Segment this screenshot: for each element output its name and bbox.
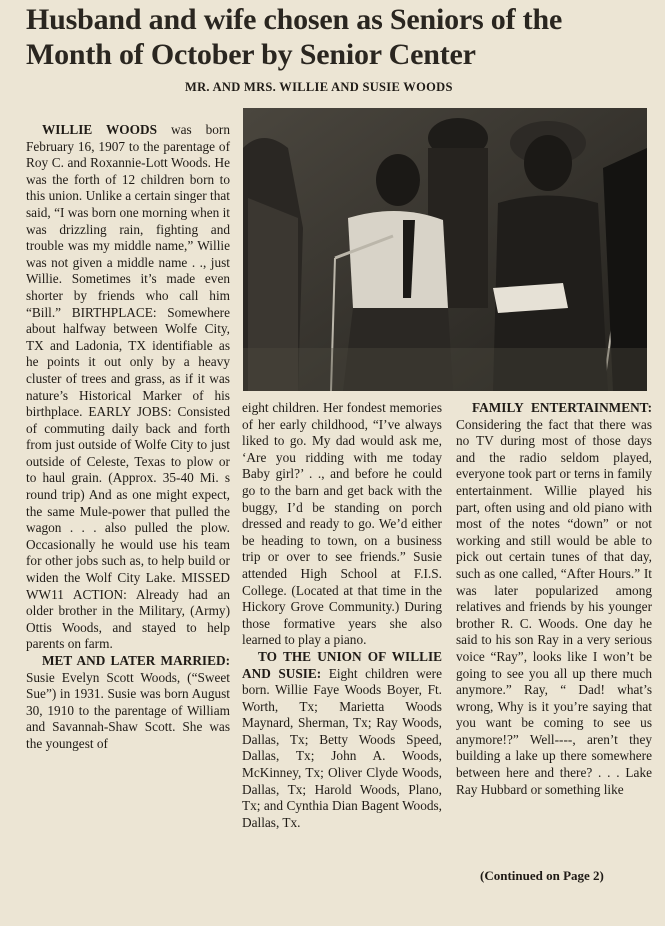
paragraph — [242, 400, 442, 649]
couple-photo — [243, 108, 647, 391]
subhead: TO THE UNION OF WILLIE AND SUSIE: — [242, 648, 442, 681]
paragraph-text: Eight children were born. Willie Faye Woods Boyer, Ft. Worth, Tx; Marietta Woods Maynard, Sherman, Tx; Ray Woods, Dallas, Tx; Betty Woods Speed, Dallas, Tx; John A. Woods, McKinney, Tx; Oliver Clyde Woods, Dallas, Tx; Harold Woods, Plano, Tx; and Cynthia Dian Bagent Woods, Dallas, Tx. — [242, 665, 442, 830]
paragraph-text: eight children. Her fondest memories of her early childhood, “I’ve always liked to go. My dad would ask me, ‘Are you ridding with me today Baby girl?’ . ., and before he could go to the barn and get back with the buggy, I’d be standing on porch dressed and ready to go. We’d either be heading to town, on a business trip or over to see friends.” Susie attended High School at F.I.S. College. (Located at that time in the Hickory Grove Community.) During those formative years she also learned to play a piano. — [242, 400, 442, 648]
paragraph — [242, 649, 442, 832]
paragraph-text: Susie Evelyn Scott Woods, (“Sweet Sue”) in 1931. Susie was born August 30, 1910 to the parentage of William and Savannah-Shaw Scott. She was the youngest of — [26, 669, 230, 751]
headline — [26, 2, 651, 72]
paragraph — [26, 653, 230, 753]
article-column-1 — [26, 122, 230, 753]
headline-line-2: Month of October by Senior Center — [26, 38, 476, 71]
headline-line-1: Husband and wife chosen as Seniors of the — [26, 3, 563, 36]
paragraph — [26, 122, 230, 653]
continued-note: (Continued on Page 2) — [480, 868, 604, 883]
paragraph — [456, 400, 652, 798]
article-column-2 — [242, 400, 442, 831]
article-column-3 — [456, 400, 652, 798]
byline: MR. AND MRS. WILLIE AND SUSIE WOODS — [185, 80, 453, 94]
paragraph-text: was born February 16, 1907 to the parentage of Roy C. and Roxannie-Lott Woods. He was the forth of 12 children born to this union. Unlike a certain singer that said, “I was born one morning when it was drizzling rain, fighting and trouble was my middle name,” Willie was not given a middle name . ., just Willie. Sometimes it’s made even shorter by friends who call him “Bill.” BIRTHPLACE: Somewhere about halfway between Wolfe City, TX and Ladonia, TX identifiable as he points it out only by a heavy cluster of trees and grass, as if it was nature’s Historical Marker of his birthplace. EARLY JOBS: Consisted of commuting daily back and forth from just outside of Wolfe City to just outside of Celeste, Texas to plow or to haul grain. (Approx. 35-40 Mi. s round trip) And as one might expect, the same Mule-power that pulled the wagon . . . also pulled the plow. Occasionally he would use his team for other jobs such as, to help build or widen the Wolf City Lake. MISSED WW11 ACTION: Already had an older brother in the Military, (Army) Ottis Woods, and stayed to help parents on farm. — [26, 122, 230, 652]
subhead: MET AND LATER MARRIED: — [42, 653, 230, 668]
subhead: WILLIE WOODS — [42, 122, 157, 137]
paragraph-text: Considering the fact that there was no TV during most of those days and the radio seldom played, everyone took part or terns in family entertainment. Willie played his part, often using and old piano with most of the notes “down” or not working and still would be able to pick out certain tunes of that day, such as one called, “After Hours.” It was later popularized among relatives and friends by his younger brother R. C. Woods. One day he said to his son Ray in a very serious voice “Ray”, looks like I won’t be going to see you all up there much anymore.” Ray, “ Dad! what’s wrong, Why is it you’re saying that you want be coming to see us anymore!?” Well----, aren’t they building a lake up there somewhere between here and there? . . . Lake Ray Hubbard or something like — [456, 416, 652, 797]
subhead: FAMILY ENTERTAINMENT: — [472, 400, 652, 415]
